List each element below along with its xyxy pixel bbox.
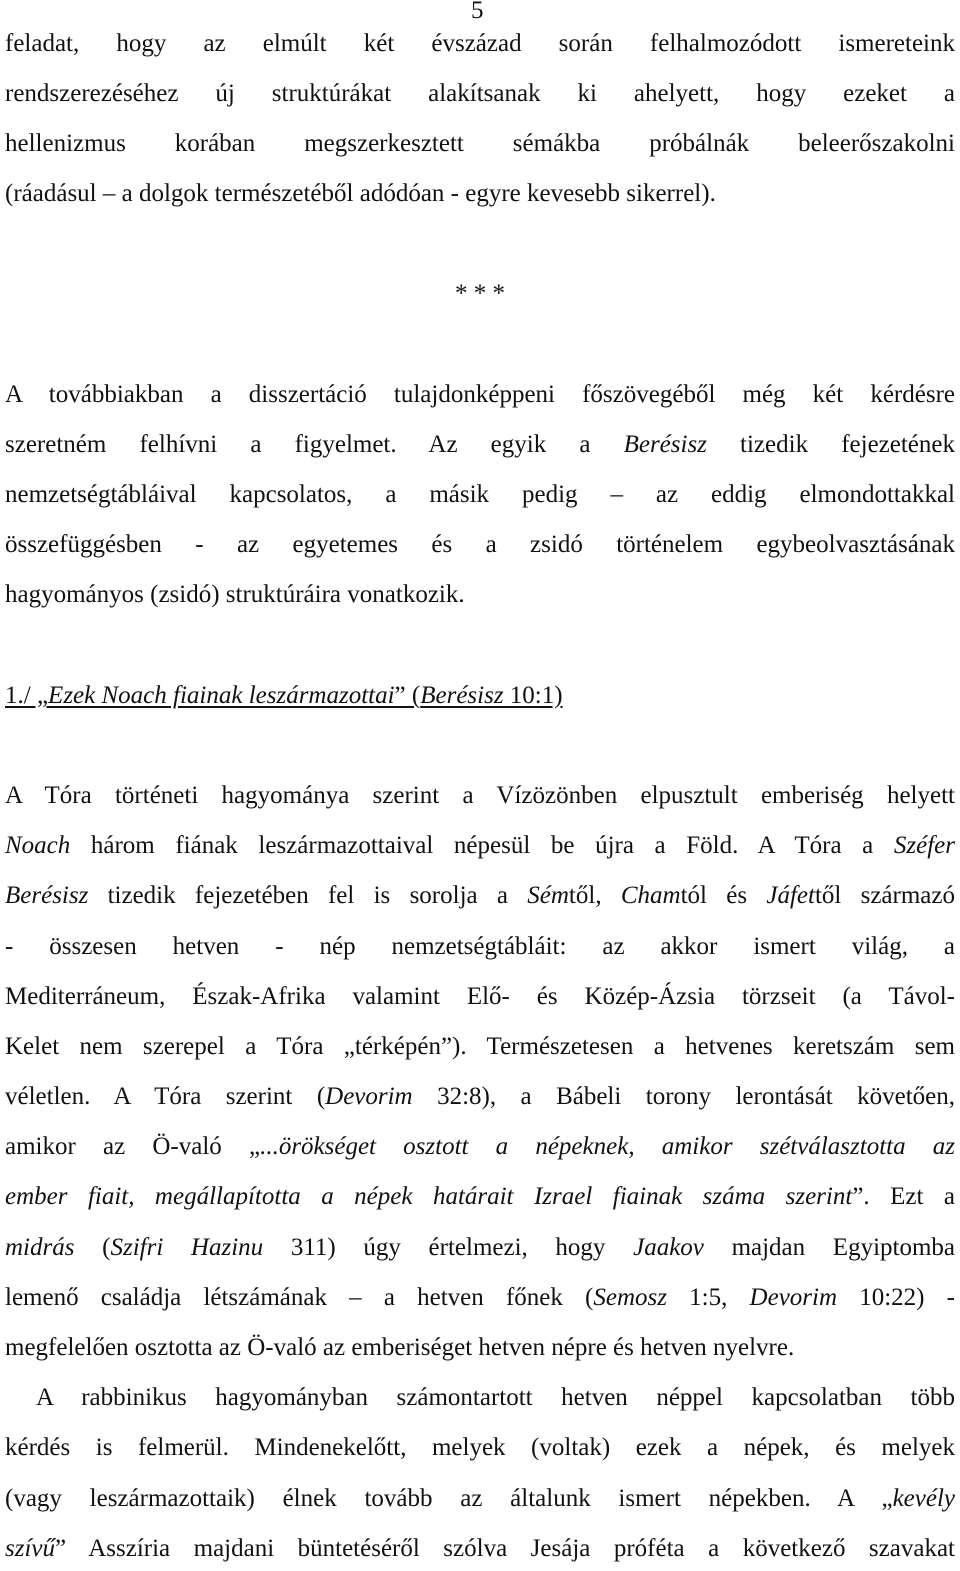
text-line: Kelet nem szerepel a Tóra „térképén”). Természetesen a hetvenes keretszám sem bbox=[5, 1033, 955, 1060]
text-line: A továbbiakban a disszertáció tulajdonképpeni főszövegéből még két kérdésre bbox=[5, 381, 955, 408]
text-line: hagyományos (zsidó) struktúráira vonatkozik. bbox=[5, 581, 465, 608]
text-line: (vagy leszármazottaik) élnek tovább az általunk ismert népekben. A „kevély bbox=[5, 1485, 955, 1512]
text-line: - összesen hetven - nép nemzetségtábláit: az akkor ismert világ, a bbox=[5, 933, 955, 960]
section-separator: * * * bbox=[455, 280, 505, 307]
text-line: összefüggésben - az egyetemes és a zsidó történelem egybeolvasztásának bbox=[5, 531, 955, 558]
text-line: hellenizmus korában megszerkesztett sémákba próbálnák beleerőszakolni bbox=[5, 130, 955, 157]
text-line: A Tóra történeti hagyománya szerint a Vízözönben elpusztult emberiség helyett bbox=[5, 782, 955, 809]
page-number: 5 bbox=[471, 0, 484, 24]
text-line: nemzetségtábláival kapcsolatos, a másik pedig – az eddig elmondottakkal bbox=[5, 481, 955, 508]
text-line: Noach három fiának leszármazottaival népesül be újra a Föld. A Tóra a Széfer bbox=[5, 832, 955, 859]
text-line: midrás (Szifri Hazinu 311) úgy értelmezi, hogy Jaakov majdan Egyiptomba bbox=[5, 1234, 956, 1261]
text-line: amikor az Ö-való „...örökséget osztott a népeknek, amikor szétválasztotta az bbox=[5, 1133, 955, 1160]
text-line: Berésisz tizedik fejezetében fel is sorolja a Sémtől, Chamtól és Jáfettől származó bbox=[5, 882, 955, 909]
text-line: A rabbinikus hagyományban számontartott hetven néppel kapcsolatban több bbox=[36, 1384, 955, 1411]
text-line: Mediterráneum, Észak-Afrika valamint Elő- és Közép-Ázsia törzseit (a Távol- bbox=[5, 983, 955, 1010]
text-line: (ráadásul – a dolgok természetéből adódóan - egyre kevesebb sikerrel). bbox=[5, 180, 716, 207]
text-line: lemenő családja létszámának – a hetven főnek (Semosz 1:5, Devorim 10:22) - bbox=[5, 1284, 955, 1311]
text-line: kérdés is felmerül. Mindenekelőtt, melyek (voltak) ezek a népek, és melyek bbox=[5, 1434, 955, 1461]
text-line: feladat, hogy az elmúlt két évszázad során felhalmozódott ismereteink bbox=[5, 30, 955, 57]
text-line: ember fiait, megállapította a népek határait Izrael fiainak száma szerint”. Ezt a bbox=[5, 1183, 955, 1210]
text-line: rendszerezéséhez új struktúrákat alakítsanak ki ahelyett, hogy ezeket a bbox=[5, 80, 955, 107]
section-heading: 1./ „Ezek Noach fiainak leszármazottai” (Berésisz 10:1) bbox=[5, 682, 563, 709]
text-line: szeretném felhívni a figyelmet. Az egyik a Berésisz tizedik fejezetének bbox=[5, 431, 955, 458]
text-line: szívű” Asszíria majdani büntetéséről szólva Jesája próféta a következő szavakat bbox=[5, 1535, 955, 1562]
text-line: véletlen. A Tóra szerint (Devorim 32:8), a Bábeli torony lerontását követően, bbox=[5, 1083, 955, 1110]
text-line: megfelelően osztotta az Ö-való az emberiséget hetven népre és hetven nyelvre. bbox=[5, 1334, 795, 1361]
